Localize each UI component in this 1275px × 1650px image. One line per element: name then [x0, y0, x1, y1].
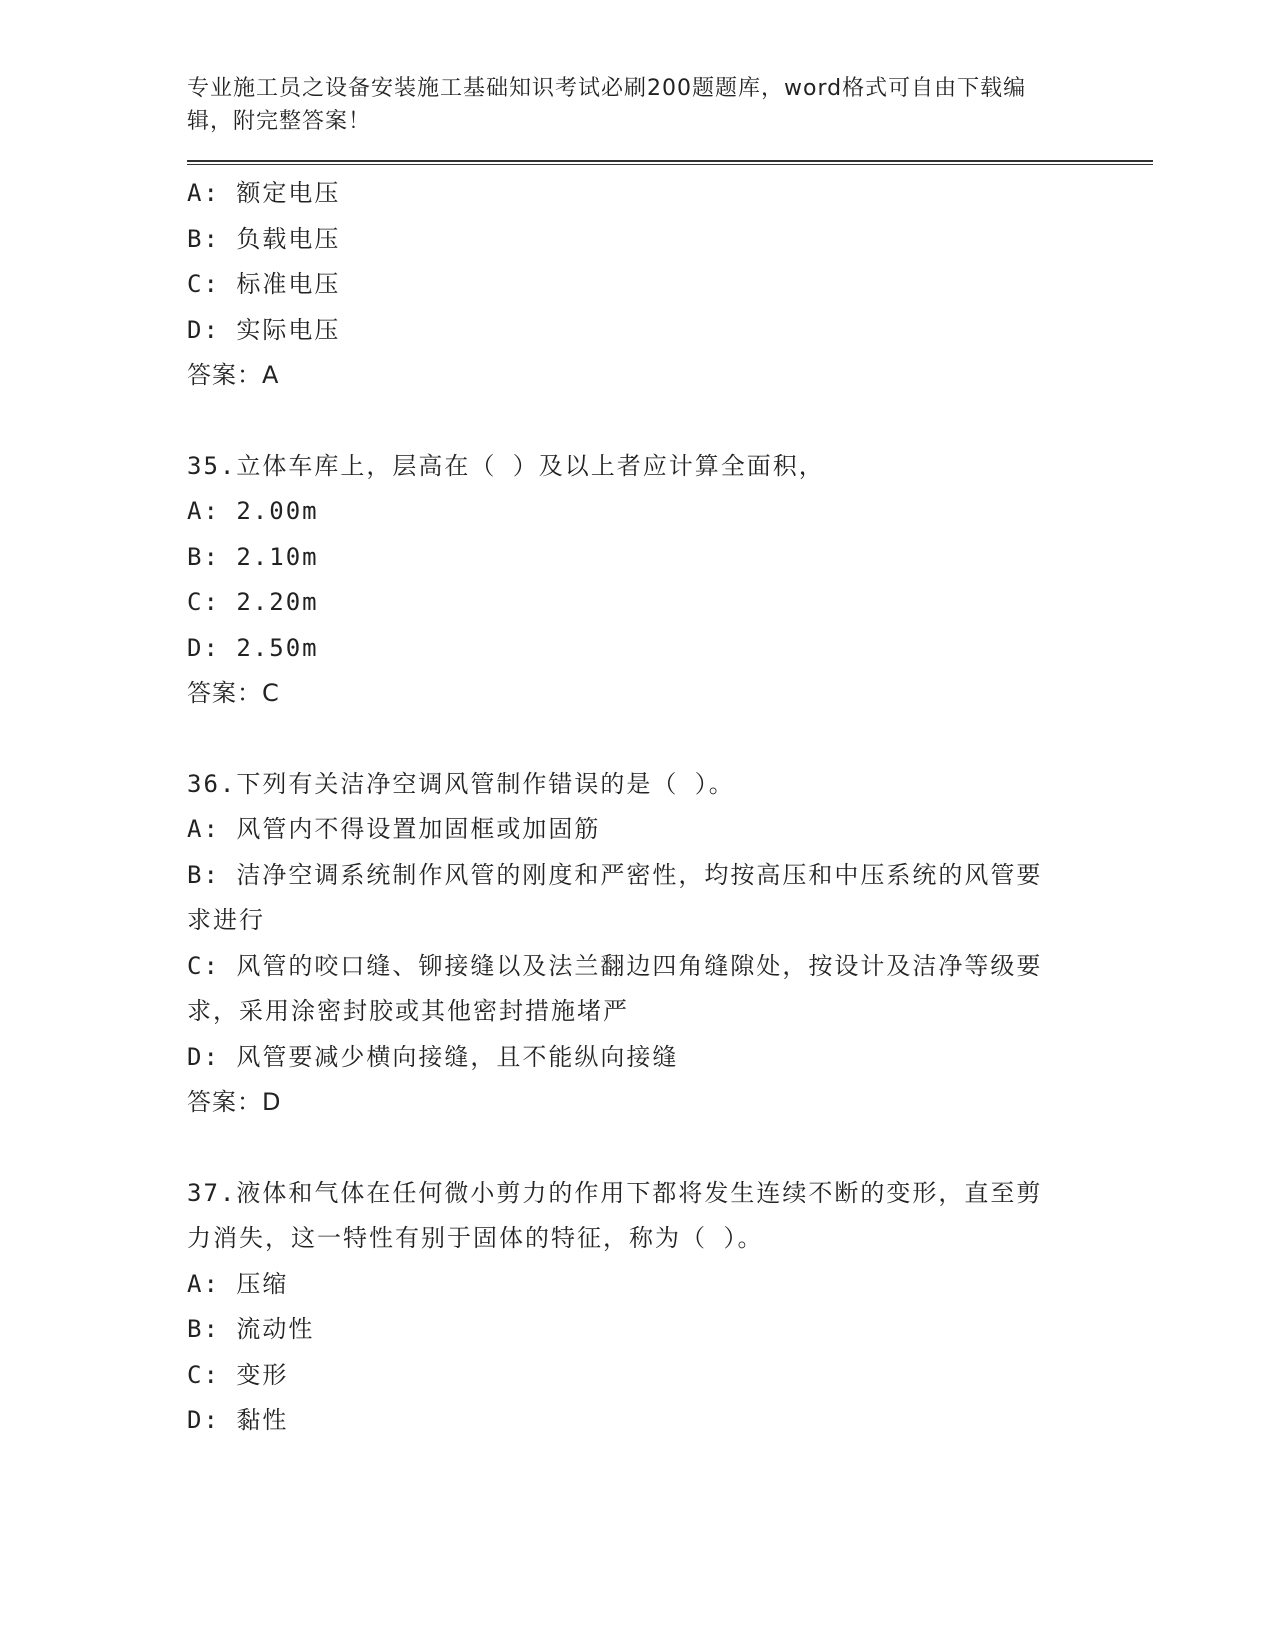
- question-text: 36.下列有关洁净空调风管制作错误的是（ ）。: [187, 769, 735, 798]
- question-text: 35.立体车库上，层高在（ ）及以上者应计算全面积，: [187, 451, 825, 480]
- option-a: A: 额定电压: [187, 179, 341, 207]
- option-c: C: 风管的咬口缝、铆接缝以及法兰翻边四角缝隙处，按设计及洁净等级要求，采用涂密封胶或其他密封措施堵严: [187, 951, 1043, 1025]
- option-a: A: 风管内不得设置加固框或加固筋: [187, 815, 601, 843]
- option-c: C: 标准电压: [187, 270, 341, 298]
- option-b: B: 洁净空调系统制作风管的刚度和严密性，均按高压和中压系统的风管要求进行: [187, 860, 1043, 934]
- document-header-title: 专业施工员之设备安装施工基础知识考试必刷200题题库，word格式可自由下载编辑，附完整答案！: [187, 76, 1027, 134]
- option-c: C: 变形: [187, 1360, 289, 1389]
- spacer: [187, 1126, 1147, 1171]
- option-c: C: 2.20m: [187, 588, 319, 616]
- question-37-block: [187, 1171, 1147, 1444]
- document-content: [187, 171, 1147, 1444]
- option-b: B: 负载电压: [187, 224, 341, 253]
- option-d: D: 黏性: [187, 1406, 289, 1434]
- option-b: B: 2.10m: [187, 542, 319, 571]
- answer-text: 答案：D: [187, 1088, 282, 1116]
- option-d: D: 风管要减少横向接缝，且不能纵向接缝: [187, 1042, 679, 1071]
- question-35-block: [187, 444, 1147, 717]
- question-36-block: [187, 762, 1147, 1126]
- answer-text: 答案：C: [187, 679, 280, 707]
- header-divider: [187, 160, 1153, 165]
- spacer: [187, 717, 1147, 762]
- option-d: D: 2.50m: [187, 633, 319, 662]
- option-b: B: 流动性: [187, 1315, 315, 1343]
- question-text: 37.液体和气体在任何微小剪力的作用下都将发生连续不断的变形，直至剪力消失，这一特性有别于固体的特征，称为（ ）。: [187, 1178, 1043, 1252]
- option-a: A: 压缩: [187, 1269, 289, 1298]
- answer-text: 答案：A: [187, 361, 280, 389]
- question-34-block: [187, 171, 1147, 399]
- option-a: A: 2.00m: [187, 497, 319, 525]
- spacer: [187, 399, 1147, 444]
- option-d: D: 实际电压: [187, 315, 341, 344]
- document-page: [187, 72, 1147, 1444]
